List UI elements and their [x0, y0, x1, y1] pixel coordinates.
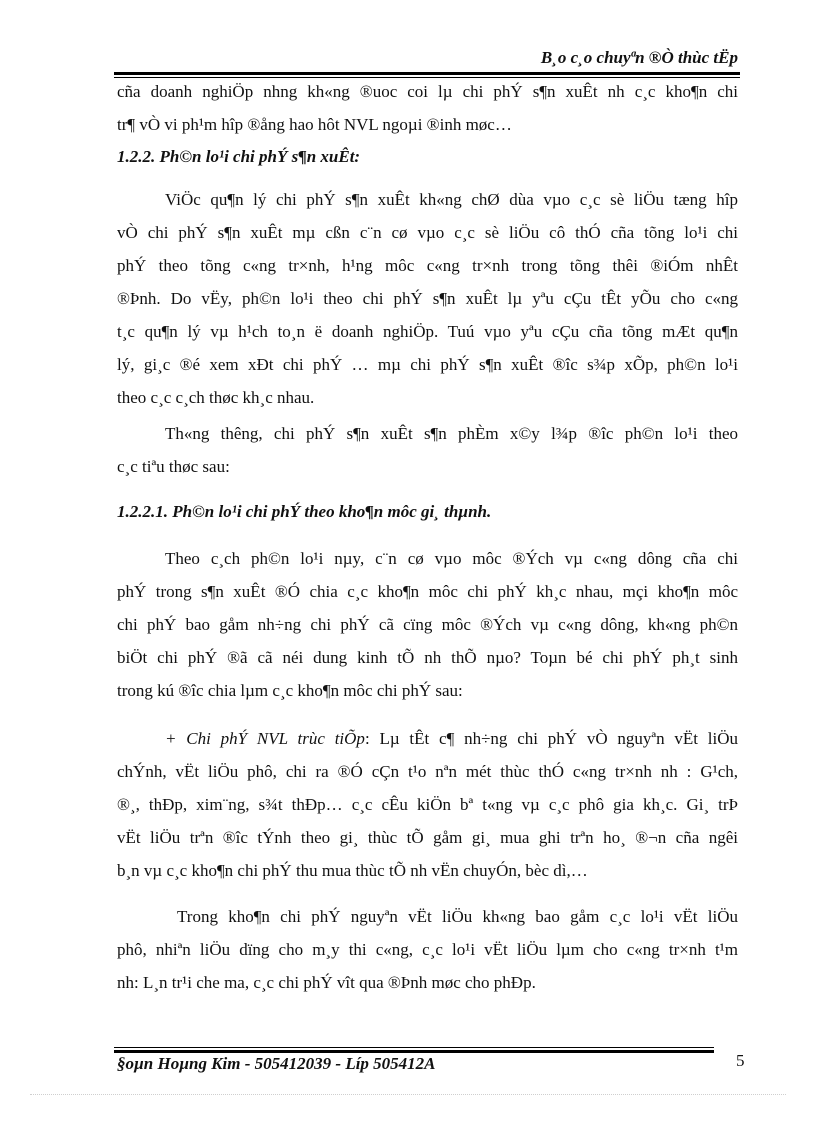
text-line: biÖt chi phÝ ®ã cã néi dung kinh tÕ nh thÕ nµo? Toµn bé chi phÝ ph¸t sinh	[117, 648, 738, 667]
text-line: phô, nhiªn liÖu dïng cho m¸y thi c«ng, c¸c lo¹i vËt liÖu lµm cho c«ng tr×nh t¹m	[117, 940, 738, 959]
text-line: vËt liÖu trªn ®îc tÝnh theo gi¸ thùc tÕ gåm gi¸ mua ghi trªn ho¸ ®¬n cña ngêi	[117, 828, 738, 847]
text-line: ®¸, thÐp, xim¨ng, s¾t thÐp… c¸c cÊu kiÖn bª t«ng vµ c¸c phô gia kh¸c. Gi¸ trÞ	[117, 795, 738, 814]
text-line: ViÖc qu¶n lý chi phÝ s¶n xuÊt kh«ng chØ dùa vµo c¸c sè liÖu tæng hîp	[165, 190, 738, 209]
header-title: B¸o c¸o chuyªn ®Ò thùc tËp	[540, 48, 738, 67]
footer-rule	[114, 1050, 714, 1053]
page-bottom-border	[30, 1094, 786, 1095]
text-line: b¸n vµ c¸c kho¶n chi phÝ thu mua thùc tÕ nh vËn chuyÓn, bèc dì,…	[117, 861, 588, 880]
text-line: ®Þnh. Do vËy, ph©n lo¹i theo chi phÝ s¶n xuÊt lµ yªu cÇu tÊt yÕu cho c«ng	[117, 289, 738, 308]
text-line: Th«ng thêng, chi phÝ s¶n xuÊt s¶n phÈm x©y l¾p ®îc ph©n lo¹i theo	[165, 424, 738, 443]
text-line: trong kú ®îc chia lµm c¸c kho¶n môc chi phÝ sau:	[117, 681, 463, 700]
text-line: nh: L¸n tr¹i che ma, c¸c chi phÝ vît qua ®Þnh møc cho phÐp.	[117, 973, 536, 992]
section-1-2-2-1-paragraph-1	[117, 542, 738, 707]
text-line: phÝ trong s¶n xuÊt ®Ó chia c¸c kho¶n môc chi phÝ kh¸c nhau, mçi kho¶n môc	[117, 582, 738, 601]
section-1-2-2-paragraph-2	[117, 417, 738, 483]
text-line	[117, 722, 738, 755]
intro-paragraph	[117, 75, 738, 141]
text-line: phÝ theo tõng c«ng tr×nh, h¹ng môc c«ng tr×nh trong tõng thêi ®iÓm nhÊt	[117, 256, 738, 275]
text-line: c¸c tiªu thøc sau:	[117, 457, 230, 476]
section-heading-1-2-2: 1.2.2. Ph©n lo¹i chi phÝ s¶n xuÊt:	[117, 147, 361, 166]
bullet-direct-material-cost	[117, 722, 738, 887]
page-number: 5	[736, 1051, 745, 1070]
text-line: lý, gi¸c ®é xem xÐt chi phÝ … mµ chi phÝ s¶n xuÊt ®îc s¾p xÕp, ph©n lo¹i	[117, 355, 738, 374]
footer-rule-thin	[114, 1047, 714, 1048]
section-1-2-2-paragraph-1	[117, 183, 738, 414]
section-heading-1-2-2-1: 1.2.2.1. Ph©n lo¹i chi phÝ theo kho¶n môc gi¸ thµnh.	[117, 502, 492, 521]
text-line: tr¶ vÒ vi ph¹m hîp ®ång hao hôt NVL ngoµi ®inh møc…	[117, 115, 512, 134]
text-line: chÝnh, vËt liÖu phô, chi ra ®Ó cÇn t¹o nªn mét thùc thÓ c«ng tr×nh nh : G¹ch,	[117, 762, 738, 781]
section-1-2-2-1-paragraph-3	[117, 900, 738, 999]
text-line: chi phÝ bao gåm nh÷ng chi phÝ cã cïng môc ®Ých vµ c«ng dông, kh«ng ph©n	[117, 615, 738, 634]
text-line: theo c¸c c¸ch thøc kh¸c nhau.	[117, 388, 315, 407]
footer-author: §oµn Hoµng Kim - 505412039 - Líp 505412A	[117, 1054, 436, 1073]
text-line: Theo c¸ch ph©n lo¹i nµy, c¨n cø vµo môc ®Ých vµ c«ng dông cña chi	[165, 549, 738, 568]
text-line: Trong kho¶n chi phÝ nguyªn vËt liÖu kh«ng bao gåm c¸c lo¹i vËt liÖu	[177, 907, 738, 926]
bullet-lead: + Chi phÝ NVL trùc tiÕp	[165, 729, 365, 748]
text-line: cña doanh nghiÖp nhng kh«ng ®uoc coi lµ chi phÝ s¶n xuÊt nh c¸c kho¶n chi	[117, 82, 738, 101]
bullet-text: : Lµ tÊt c¶ nh÷ng chi phÝ vÒ nguyªn vËt liÖu	[364, 729, 739, 748]
text-line: t¸c qu¶n lý vµ h¹ch to¸n ë doanh nghiÖp. Tuú vµo yªu cÇu cña tõng mÆt qu¶n	[117, 322, 738, 341]
text-line: vÒ chi phÝ s¶n xuÊt mµ cßn c¨n cø vµo c¸c sè liÖu cô thÓ cña tõng lo¹i chi	[117, 223, 738, 242]
